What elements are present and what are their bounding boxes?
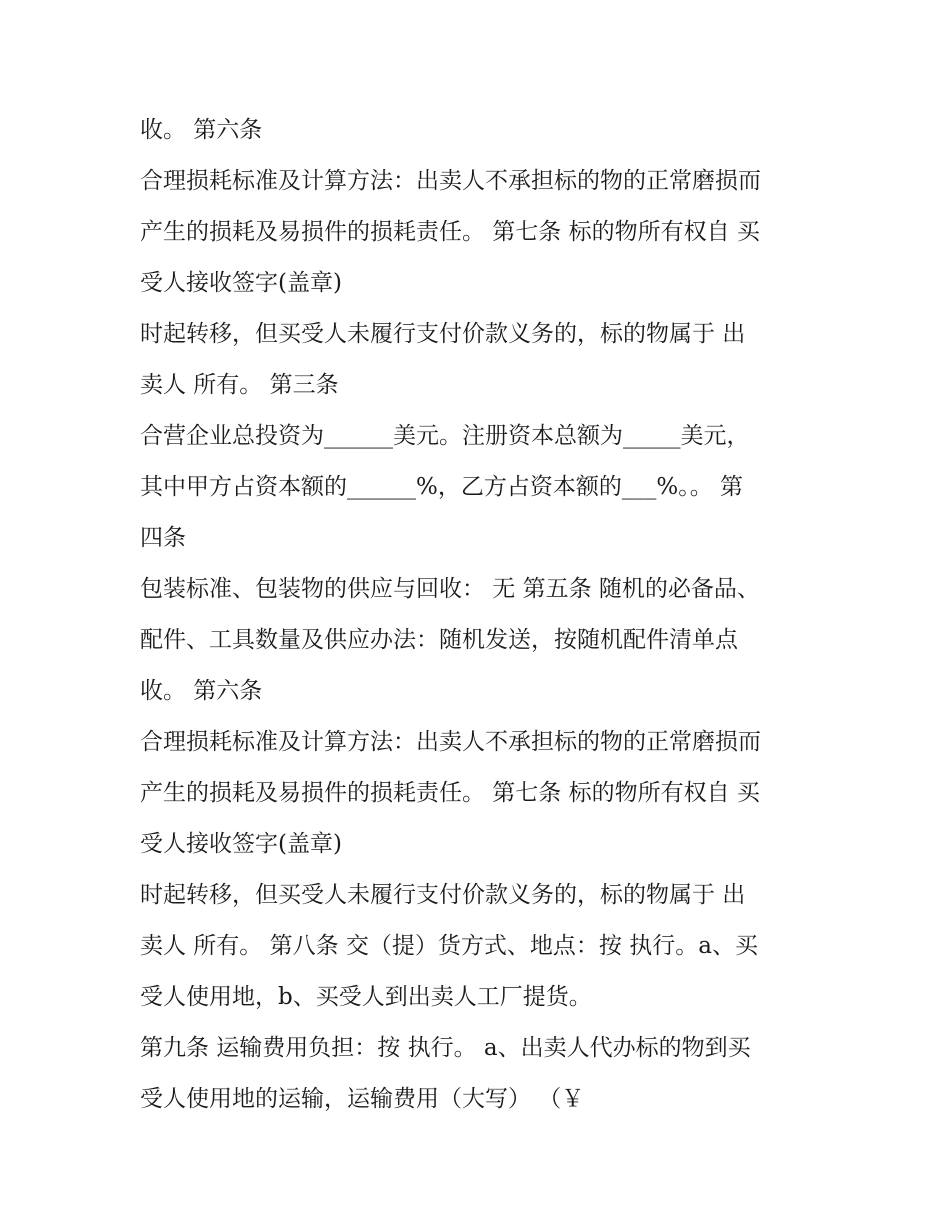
text-line: 受人使用地，b、买受人到出卖人工厂提货。	[140, 984, 592, 1010]
text-line: 收。 第六条	[140, 678, 263, 704]
text-line: 收。 第六条	[140, 117, 263, 143]
text-line: 产生的损耗及易损件的损耗责任。 第七条 标的物所有权自 买	[140, 219, 760, 245]
text-line: 合营企业总投资为______美元。注册资本总额为_____美元，	[140, 423, 750, 449]
text-line: 第九条 运输费用负担：按 执行。 a、出卖人代办标的物到买	[140, 1035, 751, 1061]
text-line: 受人接收签字(盖章)	[140, 270, 342, 296]
text-line: 其中甲方占资本额的______%，乙方占资本额的___%。。 第	[140, 474, 744, 500]
text-line: 合理损耗标准及计算方法：出卖人不承担标的物的正常磨损而	[140, 729, 761, 755]
text-line: 产生的损耗及易损件的损耗责任。 第七条 标的物所有权自 买	[140, 780, 760, 806]
text-line: 配件、工具数量及供应办法：随机发送，按随机配件清单点	[140, 627, 738, 653]
text-line: 受人使用地的运输，运输费用（大写） （￥	[140, 1086, 585, 1112]
text-line: 卖人 所有。 第三条	[140, 372, 339, 398]
text-line: 合理损耗标准及计算方法：出卖人不承担标的物的正常磨损而	[140, 168, 761, 194]
text-line: 四条	[140, 525, 186, 551]
text-line: 包装标准、包装物的供应与回收： 无 第五条 随机的必备品、	[140, 576, 760, 602]
text-line: 时起转移，但买受人未履行支付价款义务的，标的物属于 出	[140, 321, 746, 347]
text-line: 卖人 所有。 第八条 交（提）货方式、地点：按 执行。a、买	[140, 933, 758, 959]
text-line: 受人接收签字(盖章)	[140, 831, 342, 857]
contract-text	[140, 106, 820, 1126]
text-line: 时起转移，但买受人未履行支付价款义务的，标的物属于 出	[140, 882, 746, 908]
